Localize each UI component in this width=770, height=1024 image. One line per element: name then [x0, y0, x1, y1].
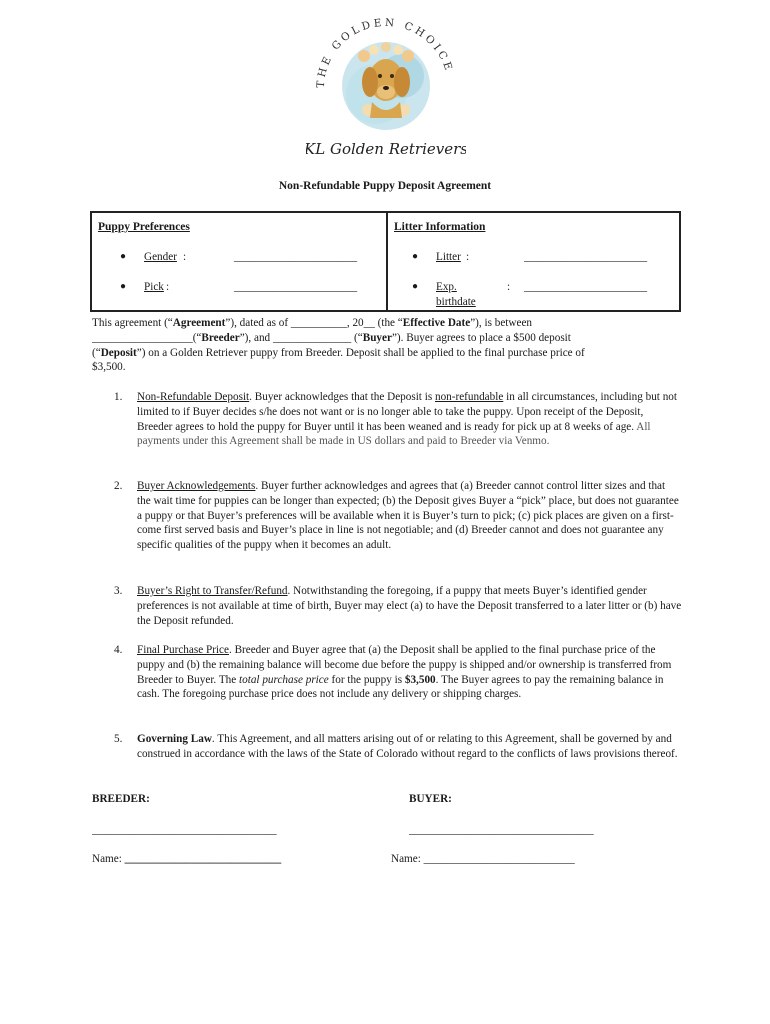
gender-colon: :	[183, 251, 187, 263]
intro-line-2: __________________(“Breeder”), and ______________ (“Buyer”). Buyer agrees to place a $500 deposit	[92, 331, 571, 344]
pick-label: Pick	[144, 281, 164, 293]
buyer-name-row	[391, 852, 575, 867]
breeder-signature-line[interactable]: _________________________________	[92, 824, 277, 836]
buyer-signature-line[interactable]: _________________________________	[409, 824, 594, 836]
intro-line-1: This agreement (“Agreement”), dated as of __________, 20__ (the “Effective Date”), is between	[92, 317, 533, 329]
gender-label: Gender	[144, 251, 177, 263]
litter-information-cell	[388, 213, 678, 310]
bullet-icon: ●	[120, 281, 127, 292]
birthdate-field[interactable]: ______________________	[524, 281, 648, 293]
puppy-preferences-cell	[92, 213, 386, 310]
logo-script-text: KL Golden Retrievers	[306, 140, 466, 158]
bullet-icon: ●	[412, 281, 419, 292]
section-body: Governing Law. This Agreement, and all matters arising out of or relating to this Agreement, shall be governed by and construed in accordance with the laws of the State of Colorado without regard to the conflicts of laws provisions thereof.	[137, 733, 678, 760]
birthdate-colon: :	[507, 281, 511, 293]
litter-field[interactable]: ______________________	[524, 251, 648, 263]
intro-line-4: $3,500.	[92, 361, 126, 374]
section-heading: Buyer’s Right to Transfer/Refund	[137, 585, 288, 597]
birthdate-label: Exp. birthdate	[436, 281, 476, 308]
breeder-name-label: Name:	[92, 853, 125, 865]
section-number: 5.	[114, 733, 123, 745]
section-body: Non-Refundable Deposit. Buyer acknowledges that the Deposit is non-refundable in all circumstances, including but not limited to if Buyer decides s/he does not want or is no longer able to take the puppy. Upon receipt of the Deposit, Breeder agrees to hold the puppy for Buyer until it has been weaned and is ready for pick up at 8 weeks of age. All payments under this Agreement shall be made in US dollars and paid to Breeder via Venmo.	[137, 391, 677, 448]
section-number: 3.	[114, 585, 123, 597]
section-heading: Governing Law	[137, 733, 212, 745]
intro-paragraph	[92, 316, 682, 375]
kl-golden-retrievers-logo	[306, 6, 466, 166]
logo-arc-text: THE GOLDEN CHOICE	[314, 16, 456, 89]
section-body: Buyer’s Right to Transfer/Refund. Notwithstanding the foregoing, if a puppy that meets Buyer’s identified gender preferences is not available at time of birth, Buyer may elect (a) to have the Deposit transferred to a later litter or (b) have the Deposit refunded.	[137, 585, 682, 627]
pick-colon: :	[166, 281, 170, 293]
breeder-name-field[interactable]: ____________________________	[124, 853, 282, 865]
breeder-label: BREEDER:	[92, 793, 150, 805]
preferences-table	[90, 211, 681, 312]
section-number: 2.	[114, 480, 123, 492]
logo-graphic	[306, 6, 466, 166]
section-number: 4.	[114, 644, 123, 656]
breeder-name-row	[92, 852, 281, 867]
pick-field[interactable]: ______________________	[234, 281, 358, 293]
buyer-name-label: Name:	[391, 853, 424, 865]
buyer-label: BUYER:	[409, 793, 452, 805]
section-body: Buyer Acknowledgements. Buyer further acknowledges and agrees that (a) Breeder cannot control litter sizes and that the wait time for puppies can be longer than expected; (b) the Deposit gives Buyer a “pick” place, but does not guarantee a puppy or that Buyer’s preferences will be available when it is Buyer’s turn to pick; (c) pick places are given on a first-come first served basis and Buyer’s place in line is not negotiable; and (d) Breeder cannot and does not guarantee any specific qualities of the puppy when it becomes an adult.	[137, 480, 679, 552]
litter-label: Litter	[436, 251, 461, 263]
litter-information-heading: Litter Information	[394, 221, 486, 233]
bullet-icon: ●	[412, 251, 419, 262]
section-heading: Buyer Acknowledgements	[137, 480, 256, 492]
buyer-name-field[interactable]: ___________________________	[423, 853, 575, 865]
document-title: Non-Refundable Puppy Deposit Agreement	[278, 180, 492, 192]
gender-field[interactable]: ______________________	[234, 251, 358, 263]
intro-line-3: (“Deposit”) on a Golden Retriever puppy from Breeder. Deposit shall be applied to the final purchase price of	[92, 346, 585, 359]
litter-colon: :	[466, 251, 470, 263]
section-number: 1.	[114, 391, 123, 403]
section-body: Final Purchase Price. Breeder and Buyer agree that (a) the Deposit shall be applied to the final purchase price of the puppy and (b) the remaining balance will become due before the puppy is shipped and/or ownership is transferred from Breeder to Buyer. The total purchase price for the puppy is $3,500. The Buyer agrees to pay the remaining balance in cash. The foregoing purchase price does not include any delivery or shipping charges.	[137, 644, 672, 701]
section-heading: Non-Refundable Deposit	[137, 391, 250, 403]
bullet-icon: ●	[120, 251, 127, 262]
section-heading: Final Purchase Price	[137, 644, 229, 656]
puppy-preferences-heading: Puppy Preferences	[98, 221, 190, 233]
